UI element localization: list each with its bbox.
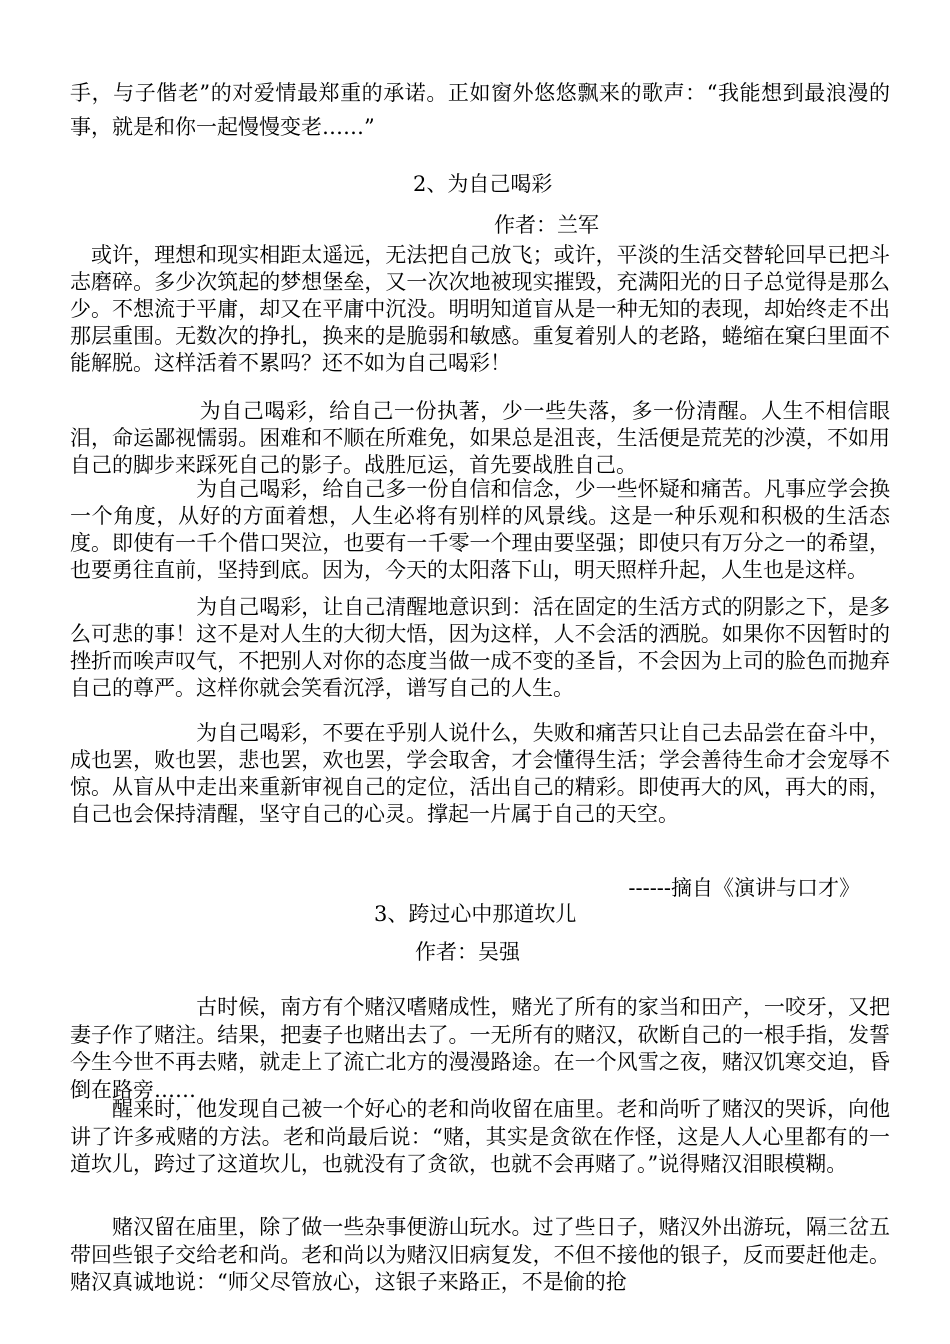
- section-3-title: 3、跨过心中那道坎儿: [374, 902, 577, 926]
- section-2-paragraph-3: 为自己喝彩，给自己多一份自信和信念，少一些怀疑和痛苦。凡事应学会换一个角度，从好的方面着想，人生必将有别样的风景线。这是一种乐观和积极的生活态度。即使有一千个借口哭泣，也要有一千零一个理由要坚强；即使只有万分之一的希望，也要勇往直前，坚持到底。因为，今天的太阳落下山，明天照样升起，人生也是这样。: [70, 477, 890, 582]
- section-3-paragraph-2: 醒来时，他发现自己被一个好心的老和尚收留在庙里。老和尚听了赌汉的哭诉，向他讲了许多戒赌的方法。老和尚最后说：“赌，其实是贪欲在作怪，这是人人心里都有的一道坎儿，跨过了这道坎儿，也就没有了贪欲，也就不会再赌了。”说得赌汉泪眼模糊。: [70, 1097, 890, 1176]
- section-2-paragraph-5: 为自己喝彩，不要在乎别人说什么，失败和痛苦只让自己去品尝在奋斗中，成也罢，败也罢，悲也罢，欢也罢，学会取舍，才会懂得生活；学会善待生命才会宠辱不惊。从盲从中走出来重新审视自己的定位，活出自己的精彩。即使再大的风，再大的雨，自己也会保持清醒，坚守自己的心灵。撑起一片属于自己的天空。: [70, 721, 890, 826]
- section-3-paragraph-3: 赌汉留在庙里，除了做一些杂事便游山玩水。过了些日子，赌汉外出游玩，隔三岔五带回些银子交给老和尚。老和尚以为赌汉旧病复发，不但不接他的银子，反而要赶他走。赌汉真诚地说：“师父尽管放心，这银子来路正，不是偷的抢: [70, 1215, 890, 1294]
- section-2-paragraph-4: 为自己喝彩，让自己清醒地意识到：活在固定的生活方式的阴影之下，是多么可悲的事！这不是对人生的大彻大悟，因为这样，人不会活的洒脱。如果你不因暂时的挫折而唉声叹气，不把别人对你的态度当做一成不变的圣旨，不会因为上司的脸色而抛弃自己的尊严。这样你就会笑看沉浮，谱写自己的人生。: [70, 595, 890, 700]
- section-2-paragraph-2: 为自己喝彩，给自己一份执著，少一些失落，多一份清醒。人生不相信眼泪，命运鄙视懦弱。困难和不顺在所难免，如果总是沮丧，生活便是荒芜的沙漠，不如用自己的脚步来踩死自己的影子。战胜厄运，首先要战胜自己。: [70, 399, 890, 477]
- section-2-source: ------摘自《演讲与口才》: [628, 876, 860, 900]
- section-3-paragraph-1: 古时候，南方有个赌汉嗜赌成性，赌光了所有的家当和田产，一咬牙，又把妻子作了赌注。结果，把妻子也赌出去了。一无所有的赌汉，砍断自己的一根手指，发誓今生今世不再去赌，就走上了流亡北方的漫漫路途。在一个风雪之夜，赌汉饥寒交迫，昏倒在路旁……: [70, 995, 890, 1102]
- intro-paragraph: 手，与子偕老”的对爱情最郑重的承诺。正如窗外悠悠飘来的歌声：“我能想到最浪漫的事，就是和你一起慢慢变老……”: [70, 81, 890, 139]
- section-2-paragraph-1: 或许，理想和现实相距太遥远，无法把自己放飞；或许，平淡的生活交替轮回早已把斗志磨碎。多少次筑起的梦想堡垒，又一次次地被现实摧毁，充满阳光的日子总觉得是那么少。不想流于平庸，却又在平庸中沉没。明明知道盲从是一种无知的表现，却始终走不出那层重围。无数次的挣扎，换来的是脆弱和敏感。重复着别人的老路，蜷缩在窠臼里面不能解脱。这样活着不累吗？还不如为自己喝彩！: [70, 243, 890, 375]
- section-2-author: 作者：兰军: [494, 213, 599, 237]
- section-3-author: 作者：吴强: [415, 940, 520, 964]
- section-2-title: 2、为自己喝彩: [413, 172, 553, 196]
